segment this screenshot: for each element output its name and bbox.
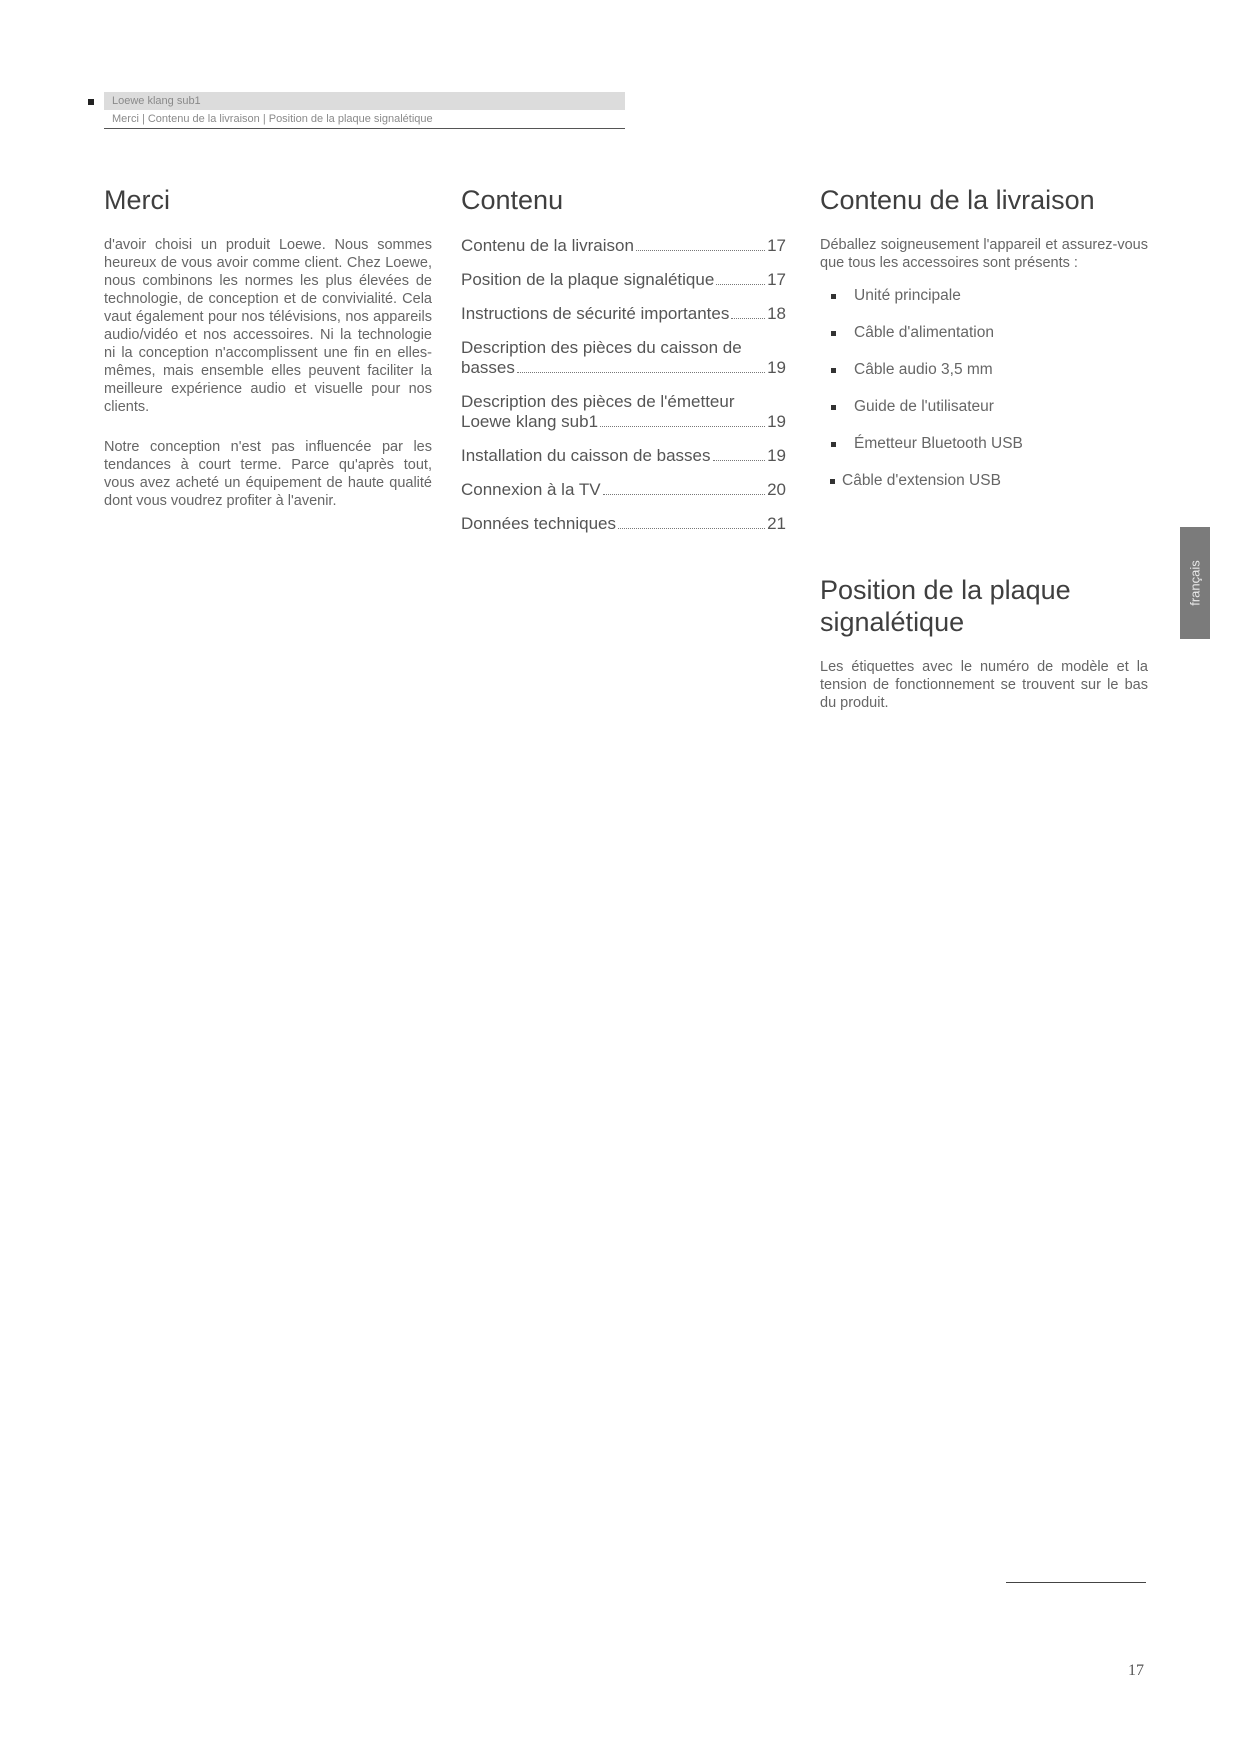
page-number: 17 bbox=[1128, 1662, 1144, 1679]
table-of-contents bbox=[461, 236, 786, 534]
toc-entry-title: Installation du caisson de basses bbox=[461, 446, 711, 465]
merci-section bbox=[104, 184, 432, 510]
merci-paragraph-2: Notre conception n'est pas influencée par les tendances à court terme. Parce qu'après tout, vous avez acheté un équipement de haute qualité dont vous voudrez profiter à l'avenir. bbox=[104, 439, 432, 509]
contenu-section bbox=[461, 184, 786, 548]
toc-entry-page: 19 bbox=[767, 412, 786, 431]
toc-entry[interactable] bbox=[461, 270, 786, 290]
toc-entry-title: Données techniques bbox=[461, 514, 617, 533]
toc-entry-title: Contenu de la livraison bbox=[461, 236, 634, 255]
list-item: Câble d'extension USB bbox=[820, 471, 1148, 491]
contenu-heading: Contenu bbox=[461, 185, 564, 215]
header-product-title: Loewe klang sub1 bbox=[104, 92, 625, 110]
toc-entry-title-line1: Description des pièces du caisson de bbox=[461, 338, 742, 357]
toc-entry[interactable] bbox=[461, 338, 786, 378]
toc-entry[interactable] bbox=[461, 514, 786, 534]
delivery-items-list bbox=[820, 286, 1148, 491]
toc-entry-title: basses bbox=[461, 358, 515, 377]
plaque-heading: Position de la plaque signalétique bbox=[820, 575, 1071, 637]
toc-entry-title: Loewe klang sub1 bbox=[461, 412, 599, 431]
language-tab-label: français bbox=[1187, 560, 1203, 606]
list-item: Câble audio 3,5 mm bbox=[820, 360, 1148, 380]
merci-paragraph-1: d'avoir choisi un produit Loewe. Nous sommes heureux de vous avoir comme client. Chez Loewe, nous combinons les normes les plus élevées de technologie, de conception et de convivialité. Cela vaut également pour nos télévisions, nos appareils audio/vidéo et nos accessoires. Ni la technologie ni la conception n'accomplissent une fin en elles-mêmes, mais ensemble elles peuvent faciliter la meilleure expérience audio et visuelle pour nos clients. bbox=[104, 237, 432, 415]
list-item: Émetteur Bluetooth USB bbox=[820, 434, 1148, 454]
toc-entry-page: 19 bbox=[767, 446, 786, 465]
merci-heading: Merci bbox=[104, 185, 170, 215]
header-bullet bbox=[88, 99, 94, 105]
toc-entry-title: Connexion à la TV bbox=[461, 480, 601, 499]
plaque-text: Les étiquettes avec le numéro de modèle et la tension de fonctionnement se trouvent sur le bas du produit. bbox=[820, 659, 1148, 711]
toc-entry[interactable] bbox=[461, 304, 786, 324]
toc-entry-title-line1: Description des pièces de l'émetteur bbox=[461, 392, 735, 411]
toc-entry-page: 18 bbox=[767, 304, 786, 323]
toc-entry[interactable] bbox=[461, 480, 786, 500]
toc-entry[interactable] bbox=[461, 392, 786, 432]
toc-entry-title: Position de la plaque signalétique bbox=[461, 270, 715, 289]
header-rule bbox=[104, 128, 625, 129]
livraison-section bbox=[820, 184, 1148, 508]
plaque-section bbox=[820, 574, 1148, 712]
livraison-heading: Contenu de la livraison bbox=[820, 185, 1095, 215]
toc-entry-page: 20 bbox=[767, 480, 786, 499]
toc-entry-page: 21 bbox=[767, 514, 786, 533]
toc-entry-page: 17 bbox=[767, 236, 786, 255]
list-item: Guide de l'utilisateur bbox=[820, 397, 1148, 417]
list-item: Câble d'alimentation bbox=[820, 323, 1148, 343]
toc-entry[interactable] bbox=[461, 236, 786, 256]
breadcrumb: Merci | Contenu de la livraison | Position de la plaque signalétique bbox=[112, 113, 433, 125]
toc-entry-page: 19 bbox=[767, 358, 786, 377]
list-item: Unité principale bbox=[820, 286, 1148, 306]
language-tab[interactable] bbox=[1180, 527, 1210, 639]
livraison-intro: Déballez soigneusement l'appareil et assurez-vous que tous les accessoires sont présents : bbox=[820, 237, 1148, 271]
toc-entry[interactable] bbox=[461, 446, 786, 466]
toc-entry-title: Instructions de sécurité importantes bbox=[461, 304, 730, 323]
footer-rule bbox=[1006, 1582, 1146, 1583]
toc-entry-page: 17 bbox=[767, 270, 786, 289]
